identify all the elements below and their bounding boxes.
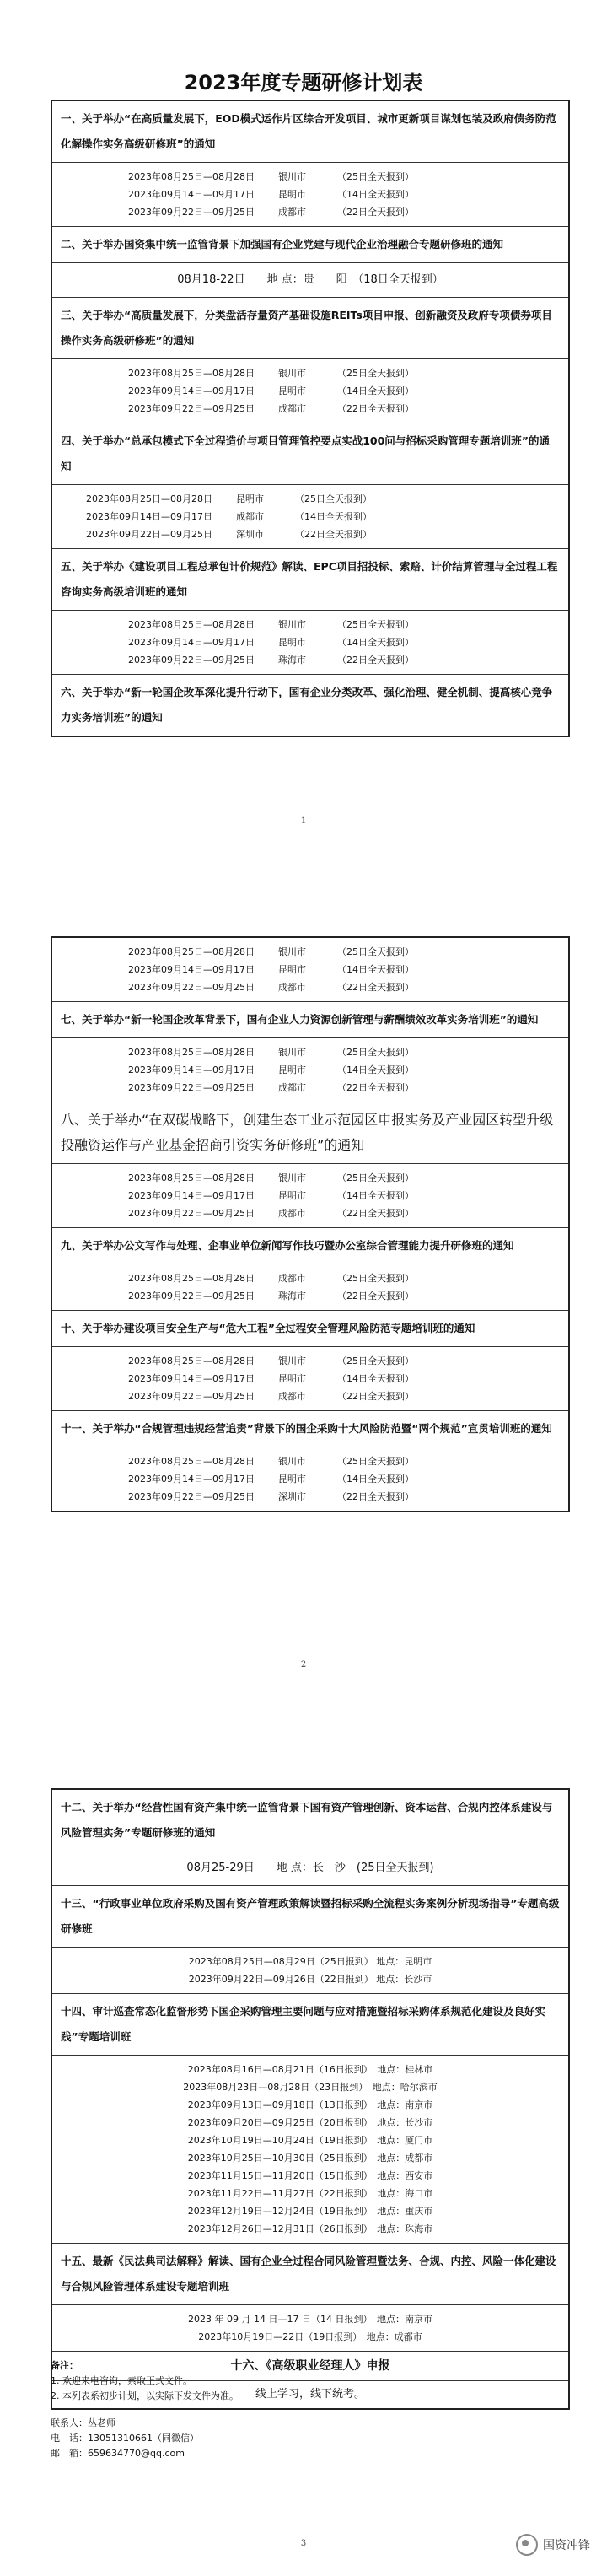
schedule-line: 2023年08月25日—08月29日（25日报到） 地点：昆明市 bbox=[188, 1956, 432, 1967]
schedule-row: 2023年09月14日—09月17日 昆明市 （14日全天报到） bbox=[128, 964, 414, 975]
schedule-row: 2023年09月22日—09月25日 珠海市 （22日全天报到） bbox=[128, 1291, 414, 1301]
schedule-line: 2023年11月15日—11月20日（15日报到） 地点：西安市 bbox=[187, 2170, 433, 2181]
schedule-row: 2023年09月22日—09月25日 深圳市 （22日全天报到） bbox=[128, 1491, 414, 1502]
section-head: 四、关于举办“总承包模式下全过程造价与项目管理管控要点实战100问与招标采购管理专题培训班”的通知 bbox=[51, 423, 569, 485]
schedule-block bbox=[51, 1447, 569, 1512]
schedule-line: 2023年09月22日—09月26日（22日报到） 地点：长沙市 bbox=[188, 1974, 432, 1985]
schedule-line: 2023年09月13日—09月18日（13日报到） 地点：南京市 bbox=[187, 2099, 433, 2110]
schedule-row: 2023年09月22日—09月25日 成都市 （22日全天报到） bbox=[128, 1082, 414, 1093]
section-head: 一、关于举办“在高质量发展下，EOD模式运作片区综合开发项目、城市更新项目谋划包装及政府债务防范化解操作实务高级研修班”的通知 bbox=[51, 100, 569, 163]
page-number: 2 bbox=[300, 1660, 307, 1669]
schedule-row: 2023年08月25日—08月28日 银川市 （25日全天报到） bbox=[128, 1456, 414, 1467]
schedule-row: 2023年09月22日—09月25日 成都市 （22日全天报到） bbox=[128, 1391, 414, 1402]
section-head: 五、关于举办《建设项目工程总承包计价规范》解读、EPC项目招投标、索赔、计价结算管理与全过程工程咨询实务高级培训班的通知 bbox=[51, 549, 569, 611]
schedule-block bbox=[51, 359, 569, 423]
section-head: 三、关于举办“高质量发展下，分类盘活存量资产基础设施REITs项目申报、创新融资及政府专项债券项目操作实务高级研修班”的通知 bbox=[51, 298, 569, 359]
schedule-block bbox=[51, 1264, 569, 1311]
section-head: 二、关于举办国资集中统一监管背景下加强国有企业党建与现代企业治理融合专题研修班的通知 bbox=[51, 227, 569, 263]
schedule-line: 2023年12月19日—12月24日（19日报到） 地点：重庆市 bbox=[187, 2206, 433, 2217]
schedule-row: 2023年09月22日—09月25日 深圳市 （22日全天报到） bbox=[86, 529, 372, 540]
schedule-line: 2023年12月26日—12月31日（26日报到） 地点：珠海市 bbox=[187, 2223, 433, 2234]
schedule-table-page3 bbox=[51, 1788, 570, 2410]
section-head: 十三、“行政事业单位政府采购及国有资产管理政策解读暨招标采购全流程实务案例分析现场指导”专题高级研修班 bbox=[51, 1886, 569, 1948]
contact-line: 邮 箱：659634770@qq.com bbox=[51, 2448, 185, 2459]
wechat-account-icon bbox=[516, 2534, 538, 2556]
schedule-row: 2023年09月22日—09月25日 成都市 （22日全天报到） bbox=[128, 207, 414, 218]
schedule-single: 08月25-29日 地 点：长 沙 (25日全天报到) bbox=[51, 1851, 569, 1886]
schedule-line: 2023年10月19日—22日（19日报到） 地点：成都市 bbox=[198, 2331, 422, 2342]
schedule-row: 2023年09月22日—09月25日 成都市 （22日全天报到） bbox=[128, 403, 414, 414]
schedule-line: 2023年08月16日—08月21日（16日报到） 地点：桂林市 bbox=[187, 2064, 433, 2075]
schedule-single: 08月18-22日 地 点：贵 阳 （18日全天报到） bbox=[51, 263, 569, 298]
section-head: 十一、关于举办“合规管理违规经营追责”背景下的国企采购十大风险防范暨“两个规范”宣贯培训班的通知 bbox=[51, 1411, 569, 1447]
section-head: 十四、审计巡查常态化监督形势下国企采购管理主要问题与应对措施暨招标采购体系规范化建设及良好实践”专题培训班 bbox=[51, 1994, 569, 2056]
schedule-row: 2023年09月14日—09月17日 昆明市 （14日全天报到） bbox=[128, 637, 414, 648]
note-line: 2. 本列表系初步计划，以实际下发文件为准。 bbox=[51, 2390, 239, 2401]
section-head: 十二、关于举办“经营性国有资产集中统一监管背景下国有资产管理创新、资本运营、合规内控体系建设与风险管理实务”专题研修班的通知 bbox=[51, 1789, 569, 1851]
schedule-block bbox=[51, 2056, 569, 2244]
schedule-row: 2023年09月14日—09月17日 昆明市 （14日全天报到） bbox=[128, 1064, 414, 1075]
notes-title: 备注： bbox=[51, 2360, 78, 2371]
contact-line: 联系人：丛老师 bbox=[51, 2417, 115, 2428]
section-head: 十五、最新《民法典司法解释》解读、国有企业全过程合同风险管理暨法务、合规、内控、风险一体化建设与合规风险管理体系建设专题培训班 bbox=[51, 2244, 569, 2305]
schedule-line: 2023年11月22日—11月27日（22日报到） 地点：海口市 bbox=[187, 2188, 433, 2199]
schedule-block bbox=[51, 2305, 569, 2352]
schedule-row: 2023年08月25日—08月28日 银川市 （25日全天报到） bbox=[128, 171, 414, 182]
schedule-row: 2023年09月22日—09月25日 成都市 （22日全天报到） bbox=[128, 982, 414, 993]
schedule-row: 2023年09月14日—09月17日 昆明市 （14日全天报到） bbox=[128, 1373, 414, 1384]
schedule-table-page2 bbox=[51, 936, 570, 1512]
schedule-row: 2023年09月22日—09月25日 珠海市 （22日全天报到） bbox=[128, 655, 414, 666]
watermark-text: 国资冲锋 bbox=[543, 2539, 590, 2552]
schedule-row: 2023年08月25日—08月28日 银川市 （25日全天报到） bbox=[128, 619, 414, 630]
schedule-single: 线上学习，线下统考。 bbox=[51, 2381, 569, 2410]
section-head: 九、关于举办公文写作与处理、企事业单位新闻写作技巧暨办公室综合管理能力提升研修班的通知 bbox=[51, 1228, 569, 1264]
schedule-line: 2023年08月23日—08月28日（23日报到） 地点：哈尔滨市 bbox=[183, 2082, 438, 2093]
schedule-row: 2023年09月14日—09月17日 昆明市 （14日全天报到） bbox=[128, 385, 414, 396]
schedule-block bbox=[51, 485, 569, 549]
note-line: 1. 欢迎来电咨询，索取正式文件。 bbox=[51, 2375, 192, 2386]
schedule-block bbox=[51, 937, 569, 1002]
schedule-row: 2023年08月25日—08月28日 银川市 （25日全天报到） bbox=[128, 1172, 414, 1183]
schedule-block bbox=[51, 1948, 569, 1994]
schedule-block bbox=[51, 1347, 569, 1411]
schedule-row: 2023年08月25日—08月28日 银川市 （25日全天报到） bbox=[128, 1355, 414, 1366]
schedule-line: 2023年09月20日—09月25日（20日报到） 地点：长沙市 bbox=[187, 2117, 433, 2128]
section-head: 七、关于举办“新一轮国企改革背景下，国有企业人力资源创新管理与薪酬绩效改革实务培训班”的通知 bbox=[51, 1002, 569, 1038]
schedule-block bbox=[51, 1164, 569, 1228]
schedule-row: 2023年09月14日—09月17日 昆明市 （14日全天报到） bbox=[128, 1474, 414, 1485]
section-head: 六、关于举办“新一轮国企改革深化提升行动下，国有企业分类改革、强化治理、健全机制、提高核心竞争力实务培训班”的通知 bbox=[51, 675, 569, 737]
schedule-row: 2023年08月25日—08月28日 昆明市 （25日全天报到） bbox=[86, 493, 372, 504]
page-number: 3 bbox=[300, 2539, 307, 2548]
schedule-block bbox=[51, 163, 569, 227]
watermark bbox=[516, 2534, 590, 2556]
schedule-row: 2023年09月22日—09月25日 成都市 （22日全天报到） bbox=[128, 1208, 414, 1219]
schedule-row: 2023年08月25日—08月28日 银川市 （25日全天报到） bbox=[128, 1047, 414, 1058]
schedule-row: 2023年09月14日—09月17日 昆明市 （14日全天报到） bbox=[128, 1190, 414, 1201]
notes-block bbox=[51, 2358, 570, 2461]
section-head: 十六、《高级职业经理人》申报 bbox=[51, 2352, 569, 2381]
schedule-row: 2023年08月25日—08月28日 成都市 （25日全天报到） bbox=[128, 1273, 414, 1284]
schedule-row: 2023年08月25日—08月28日 银川市 （25日全天报到） bbox=[128, 946, 414, 957]
schedule-block bbox=[51, 611, 569, 675]
schedule-line: 2023年10月19日—10月24日（19日报到） 地点：厦门市 bbox=[187, 2135, 433, 2146]
contact-line: 电 话：13051310661（同微信） bbox=[51, 2433, 199, 2444]
schedule-line: 2023年10月25日—10月30日（25日报到） 地点：成都市 bbox=[187, 2153, 433, 2164]
document-title: 2023年度专题研修计划表 bbox=[184, 71, 423, 94]
schedule-table-page1 bbox=[51, 100, 570, 737]
schedule-row: 2023年09月14日—09月17日 昆明市 （14日全天报到） bbox=[128, 189, 414, 200]
schedule-line: 2023 年 09 月 14 日—17 日（14 日报到） 地点：南京市 bbox=[188, 2314, 432, 2325]
section-head: 十、关于举办建设项目安全生产与“危大工程”全过程安全管理风险防范专题培训班的通知 bbox=[51, 1311, 569, 1347]
schedule-block bbox=[51, 1038, 569, 1102]
page-number: 1 bbox=[300, 816, 307, 826]
schedule-row: 2023年09月14日—09月17日 成都市 （14日全天报到） bbox=[86, 511, 372, 522]
section-head: 八、关于举办“在双碳战略下，创建生态工业示范园区申报实务及产业园区转型升级投融资运作与产业基金招商引资实务研修班”的通知 bbox=[51, 1102, 569, 1164]
schedule-row: 2023年08月25日—08月28日 银川市 （25日全天报到） bbox=[128, 368, 414, 379]
